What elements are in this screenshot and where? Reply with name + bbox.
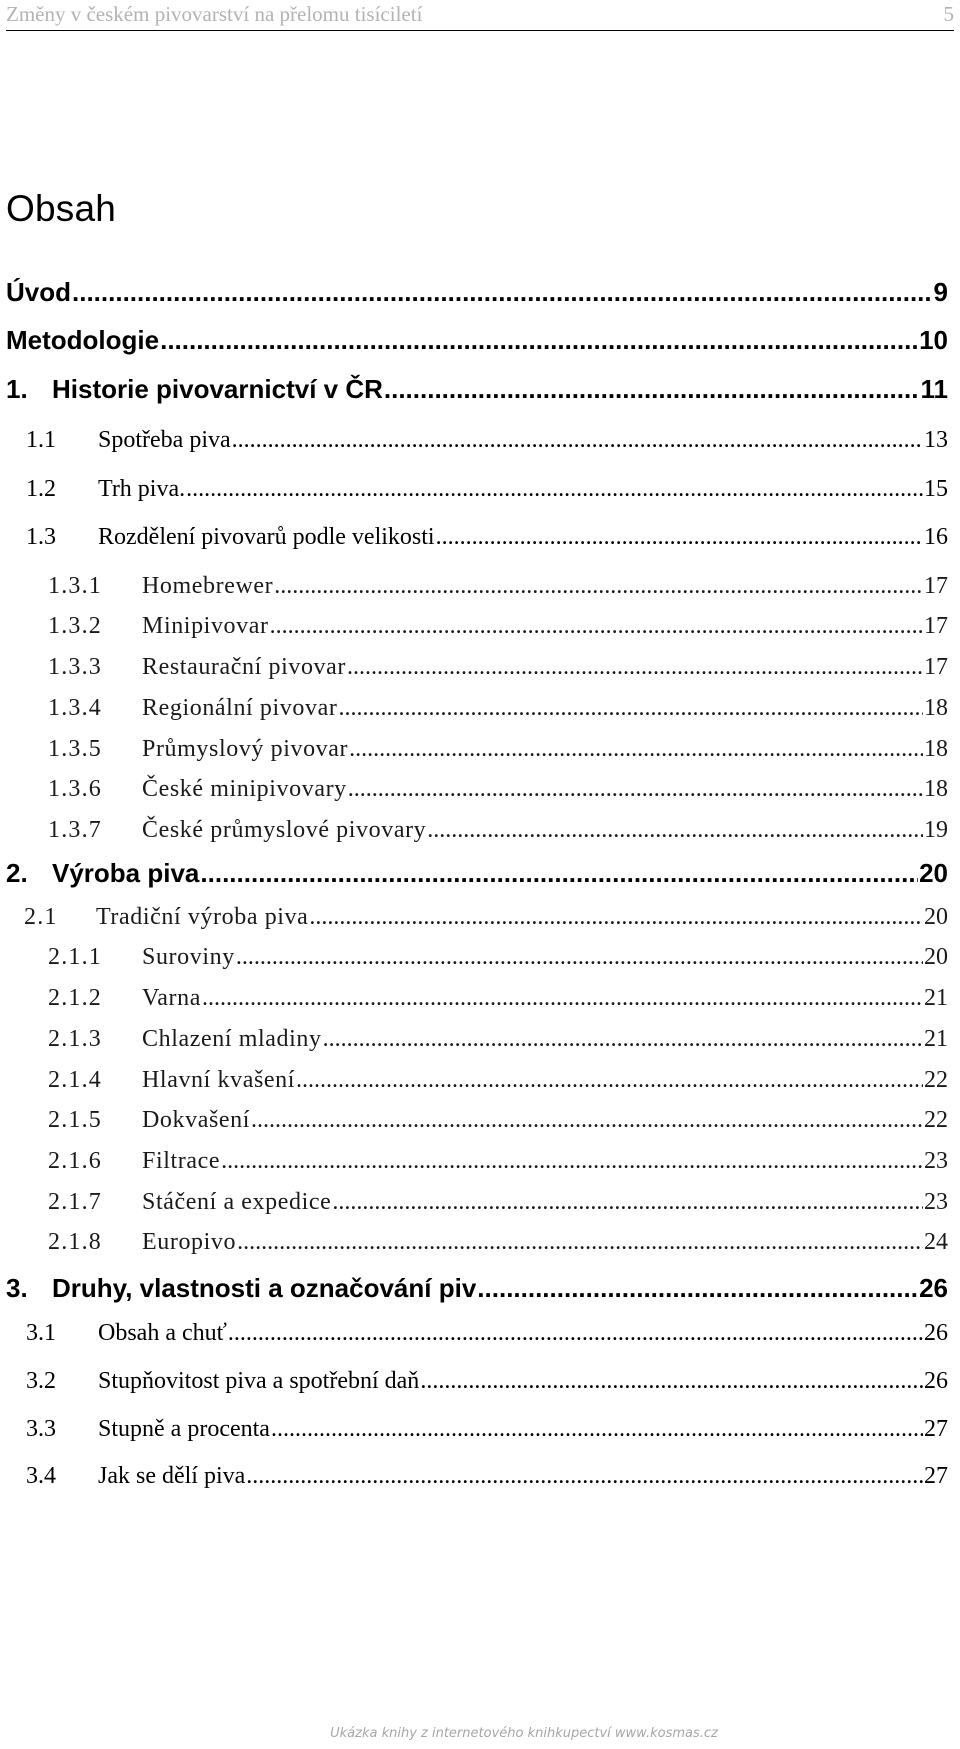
- running-header: [6, 0, 954, 31]
- toc-entry-page: 19: [924, 817, 948, 843]
- toc-entry: [26, 1416, 948, 1446]
- toc-entry-title: Chlazení mladiny: [142, 1026, 322, 1052]
- toc-entry: [26, 476, 948, 506]
- toc-dot-leader: [309, 904, 923, 931]
- toc-entry-page: 27: [924, 1416, 948, 1442]
- toc-entry: [48, 776, 948, 806]
- toc-entry-title: Varna: [142, 985, 201, 1011]
- toc-entry-title: Europivo: [142, 1229, 237, 1255]
- toc-entry: [48, 1026, 948, 1056]
- toc-dot-leader: [228, 1320, 923, 1347]
- toc-entry-number: 3.3: [26, 1416, 56, 1442]
- toc-entry-page: 26: [919, 1273, 948, 1303]
- toc-entry-number: 2.1.1: [48, 944, 102, 970]
- toc-entry: [48, 985, 948, 1015]
- toc-entry-page: 23: [924, 1148, 948, 1174]
- toc-entry: [26, 1463, 948, 1493]
- toc-entry-number: 2.1.2: [48, 985, 102, 1011]
- toc-entry-number: 2.1: [24, 904, 58, 930]
- toc-entry-number: 2.1.6: [48, 1148, 102, 1174]
- toc-entry: [24, 904, 948, 934]
- toc-entry-title: Minipivovar: [142, 613, 269, 639]
- toc-entry-page: 18: [924, 776, 948, 802]
- toc-entry-page: 22: [924, 1067, 948, 1093]
- toc-entry-title: Homebrewer: [142, 573, 274, 599]
- toc-dot-leader: [274, 573, 923, 600]
- toc-entry-title: Obsah a chuť: [98, 1320, 227, 1346]
- toc-entry-title: Restaurační pivovar: [142, 654, 346, 680]
- toc-entry-page: 17: [924, 573, 948, 599]
- toc-dot-leader: [271, 1416, 923, 1443]
- toc-entry-page: 15: [924, 476, 948, 502]
- toc-entry-page: 21: [924, 985, 948, 1011]
- toc-entry: [26, 1368, 948, 1398]
- toc-entry-number: 3.1: [26, 1320, 56, 1346]
- toc-dot-leader: [236, 944, 923, 971]
- toc-entry-page: 11: [920, 374, 948, 404]
- toc-entry: [48, 654, 948, 684]
- toc-entry-number: 1.3.1: [48, 573, 102, 599]
- toc-entry: [48, 1189, 948, 1219]
- toc-entry-page: 23: [924, 1189, 948, 1215]
- toc-entry-title: Stáčení a expedice: [142, 1189, 332, 1215]
- toc-entry-number: 1.3.7: [48, 817, 102, 843]
- toc-entry-number: 1.3: [26, 524, 56, 550]
- toc-entry: [48, 1229, 948, 1259]
- toc-entry: [48, 695, 948, 725]
- toc-entry-number: 1.3.4: [48, 695, 102, 721]
- toc-entry-number: 2.1.4: [48, 1067, 102, 1093]
- footer-watermark: [0, 1725, 960, 1743]
- toc-dot-leader: [270, 613, 923, 640]
- running-header-page-number: 5: [943, 2, 954, 26]
- toc-entry: [48, 817, 948, 847]
- toc-entry-number: 1.3.5: [48, 736, 102, 762]
- toc-entry-number: 2.: [6, 858, 28, 888]
- toc-entry-page: 26: [924, 1368, 948, 1394]
- toc-entry-number: 2.1.7: [48, 1189, 102, 1215]
- toc-dot-leader: [200, 858, 918, 889]
- toc-dot-leader: [160, 325, 918, 356]
- toc-entry-page: 17: [924, 613, 948, 639]
- toc-entry: [26, 427, 948, 457]
- toc-entry-title: Historie pivovarnictví v ČR: [52, 374, 383, 404]
- toc-entry-number: 1.3.3: [48, 654, 102, 680]
- toc-entry: [48, 736, 948, 766]
- toc-entry-page: 27: [924, 1463, 948, 1489]
- toc-entry-title: Trh piva.: [98, 476, 186, 502]
- toc-entry: [48, 573, 948, 603]
- toc-entry-number: 3.4: [26, 1463, 56, 1489]
- toc-entry-title: Stupně a procenta: [98, 1416, 270, 1442]
- toc-dot-leader: [384, 374, 920, 405]
- toc-entry: [6, 1273, 948, 1303]
- toc-entry-page: 20: [924, 904, 948, 930]
- toc-entry: [6, 277, 948, 307]
- toc-dot-leader: [332, 1189, 923, 1216]
- toc-entry-page: 16: [924, 524, 948, 550]
- toc-dot-leader: [420, 1368, 923, 1395]
- toc-entry-number: 1.1: [26, 427, 56, 453]
- toc-entry-title: Metodologie: [6, 325, 160, 355]
- toc-entry-title: Stupňovitost piva a spotřební daň: [98, 1368, 420, 1394]
- toc-entry-page: 20: [924, 944, 948, 970]
- toc-entry-title: Filtrace: [142, 1148, 221, 1174]
- toc-entry-number: 2.1.8: [48, 1229, 102, 1255]
- toc-dot-leader: [232, 427, 923, 454]
- toc-heading: Obsah: [6, 188, 117, 229]
- toc-entry-page: 26: [924, 1320, 948, 1346]
- toc-entry-page: 17: [924, 654, 948, 680]
- toc-entry-number: 2.1.5: [48, 1107, 102, 1133]
- toc-entry-page: 13: [924, 427, 948, 453]
- toc-entry-title: Jak se dělí piva: [98, 1463, 246, 1489]
- toc-entry-page: 9: [933, 277, 948, 307]
- toc-entry-title: Suroviny: [142, 944, 235, 970]
- toc-dot-leader: [296, 1067, 923, 1094]
- toc-entry-number: 3.2: [26, 1368, 56, 1394]
- toc-entry: [48, 1067, 948, 1097]
- toc-entry-title: Tradiční výroba piva: [96, 904, 309, 930]
- toc-entry-page: 21: [924, 1026, 948, 1052]
- toc-dot-leader: [186, 476, 923, 503]
- toc-entry: [48, 1107, 948, 1137]
- toc-dot-leader: [436, 524, 923, 551]
- footer-text: Ukázka knihy z internetového knihkupectví www.kosmas.cz: [330, 1726, 718, 1741]
- toc-dot-leader: [338, 695, 923, 722]
- toc-entry-page: 10: [919, 325, 948, 355]
- toc-dot-leader: [72, 277, 933, 308]
- toc-entry-number: 1.3.6: [48, 776, 102, 802]
- toc-entry: [6, 325, 948, 355]
- toc-entry: [6, 374, 948, 404]
- toc-entry: [26, 1320, 948, 1350]
- toc-entry-page: 22: [924, 1107, 948, 1133]
- toc-dot-leader: [349, 736, 923, 763]
- toc-entry-page: 18: [924, 736, 948, 762]
- toc-entry-number: 1.2: [26, 476, 56, 502]
- toc-entry-title: České průmyslové pivovary: [142, 817, 427, 843]
- toc-dot-leader: [348, 776, 923, 803]
- toc-entry-title: Druhy, vlastnosti a označování piv: [52, 1273, 477, 1303]
- toc-dot-leader: [237, 1229, 923, 1256]
- toc-dot-leader: [221, 1148, 923, 1175]
- toc-entry-number: 1.: [6, 374, 28, 404]
- toc-entry: [48, 944, 948, 974]
- toc-entry: [48, 1148, 948, 1178]
- toc-entry-title: Úvod: [6, 277, 71, 307]
- toc-entry-title: Výroba piva: [52, 858, 200, 888]
- toc-entry-number: 3.: [6, 1273, 28, 1303]
- toc-dot-leader: [427, 817, 923, 844]
- toc-entry-title: Regionální pivovar: [142, 695, 338, 721]
- toc-dot-leader: [202, 985, 923, 1012]
- toc-entry-title: Průmyslový pivovar: [142, 736, 349, 762]
- toc-dot-leader: [251, 1107, 923, 1134]
- toc-dot-leader: [323, 1026, 923, 1053]
- toc-entry-number: 2.1.3: [48, 1026, 102, 1052]
- toc-entry-number: 1.3.2: [48, 613, 102, 639]
- toc-entry-title: Hlavní kvašení: [142, 1067, 296, 1093]
- toc-entry: [48, 613, 948, 643]
- toc-entry-title: Spotřeba piva: [98, 427, 231, 453]
- toc-dot-leader: [246, 1463, 923, 1490]
- toc-entry-page: 24: [924, 1229, 948, 1255]
- toc-entry: [6, 858, 948, 888]
- toc-entry-title: Dokvašení: [142, 1107, 251, 1133]
- toc-entry-title: Rozdělení pivovarů podle velikosti: [98, 524, 435, 550]
- toc-entry-page: 20: [919, 858, 948, 888]
- toc-dot-leader: [347, 654, 923, 681]
- toc-entry-title: České minipivovary: [142, 776, 347, 802]
- running-header-title: Změny v českém pivovarství na přelomu tisíciletí: [6, 2, 423, 26]
- toc-entry: [26, 524, 948, 554]
- toc-entry-page: 18: [924, 695, 948, 721]
- toc-dot-leader: [477, 1273, 918, 1304]
